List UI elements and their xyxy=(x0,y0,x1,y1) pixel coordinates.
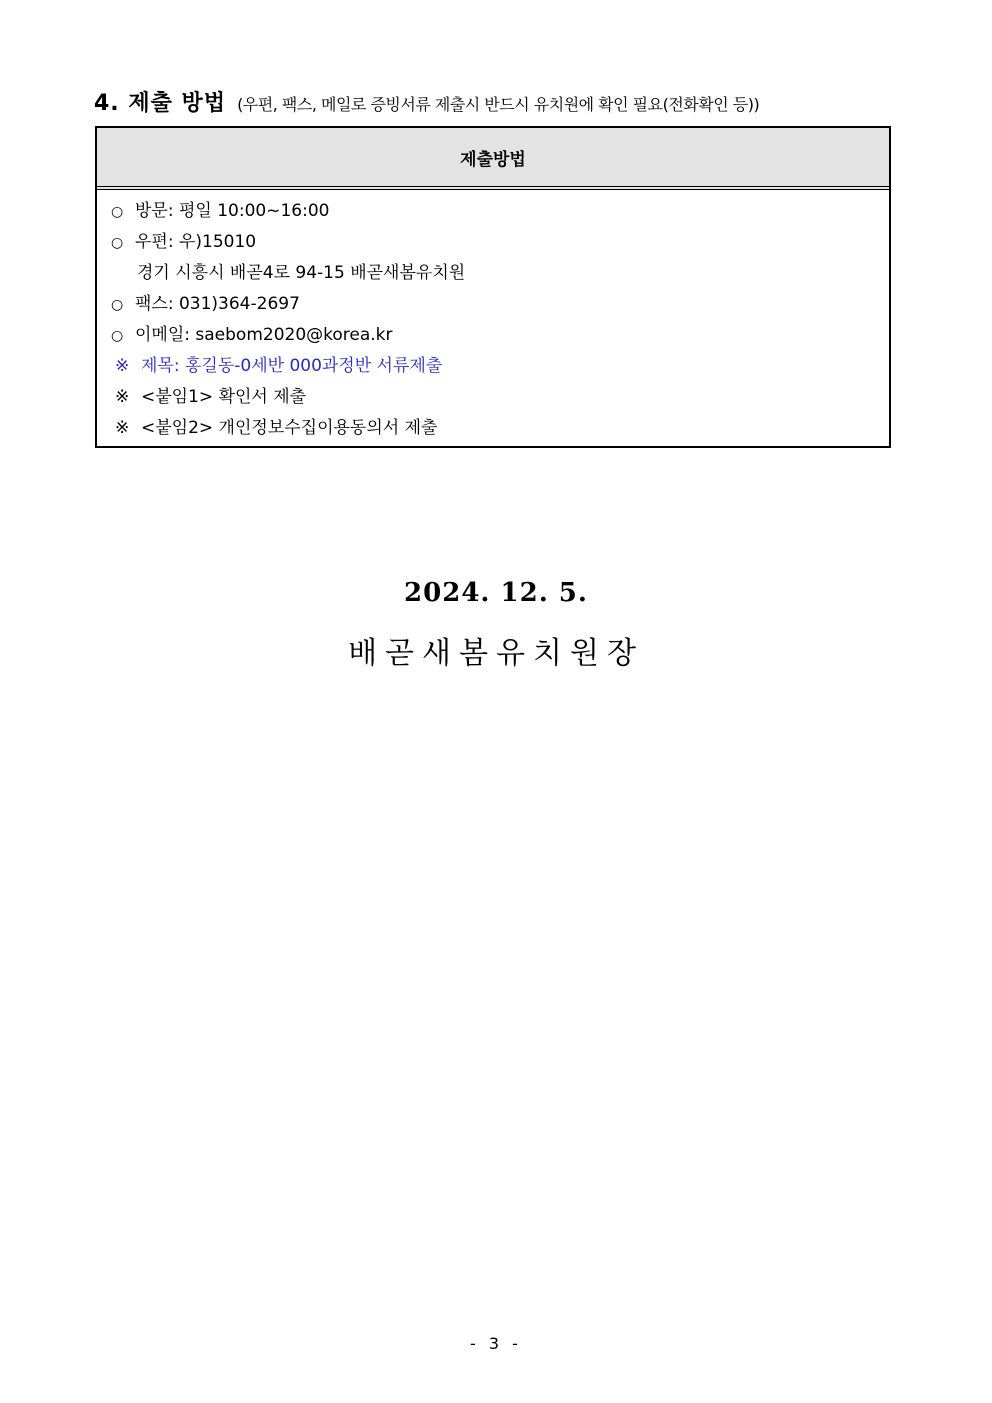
reference-mark-icon: ※ xyxy=(115,356,130,376)
note-item-subject xyxy=(111,351,889,382)
section-title: 4. 제출 방법 xyxy=(94,91,226,116)
note-item-attachment-1 xyxy=(111,382,889,413)
list-item-email xyxy=(111,320,889,351)
section-note: (우편, 팩스, 메일로 증빙서류 제출시 반드시 유치원에 확인 필요(전화확인 등)) xyxy=(237,95,760,114)
submission-method-table xyxy=(95,126,891,448)
bullet-icon: ○ xyxy=(111,235,124,251)
document-date: 2024. 12. 5. xyxy=(404,578,588,608)
note-item-text: <붙임1> 확인서 제출 xyxy=(141,387,307,407)
list-item-address xyxy=(111,258,889,289)
section-heading xyxy=(94,86,759,117)
reference-mark-icon: ※ xyxy=(115,418,130,438)
page-number: - 3 - xyxy=(470,1334,522,1353)
list-item-text: 팩스: 031)364-2697 xyxy=(135,294,300,314)
note-item-text: 제목: 홍길동-0세반 000과정반 서류제출 xyxy=(141,356,443,376)
bullet-icon: ○ xyxy=(111,204,124,220)
note-item-text: <붙임2> 개인정보수집이용동의서 제출 xyxy=(141,418,438,438)
list-item-text: 이메일: saebom2020@korea.kr xyxy=(135,325,393,345)
bullet-icon: ○ xyxy=(111,297,124,313)
note-item-attachment-2 xyxy=(111,413,889,444)
list-item-text: 방문: 평일 10:00~16:00 xyxy=(135,201,330,221)
list-item-text: 경기 시흥시 배곧4로 94-15 배곧새봄유치원 xyxy=(137,263,466,283)
table-body xyxy=(97,190,889,444)
list-item-mail xyxy=(111,227,889,258)
list-item-text: 우편: 우)15010 xyxy=(135,232,257,252)
list-item-fax xyxy=(111,289,889,320)
reference-mark-icon: ※ xyxy=(115,387,130,407)
organization-signature: 배곧새봄유치원장 xyxy=(348,636,644,671)
table-header: 제출방법 xyxy=(97,128,889,190)
list-item-visit xyxy=(111,196,889,227)
bullet-icon: ○ xyxy=(111,328,124,344)
